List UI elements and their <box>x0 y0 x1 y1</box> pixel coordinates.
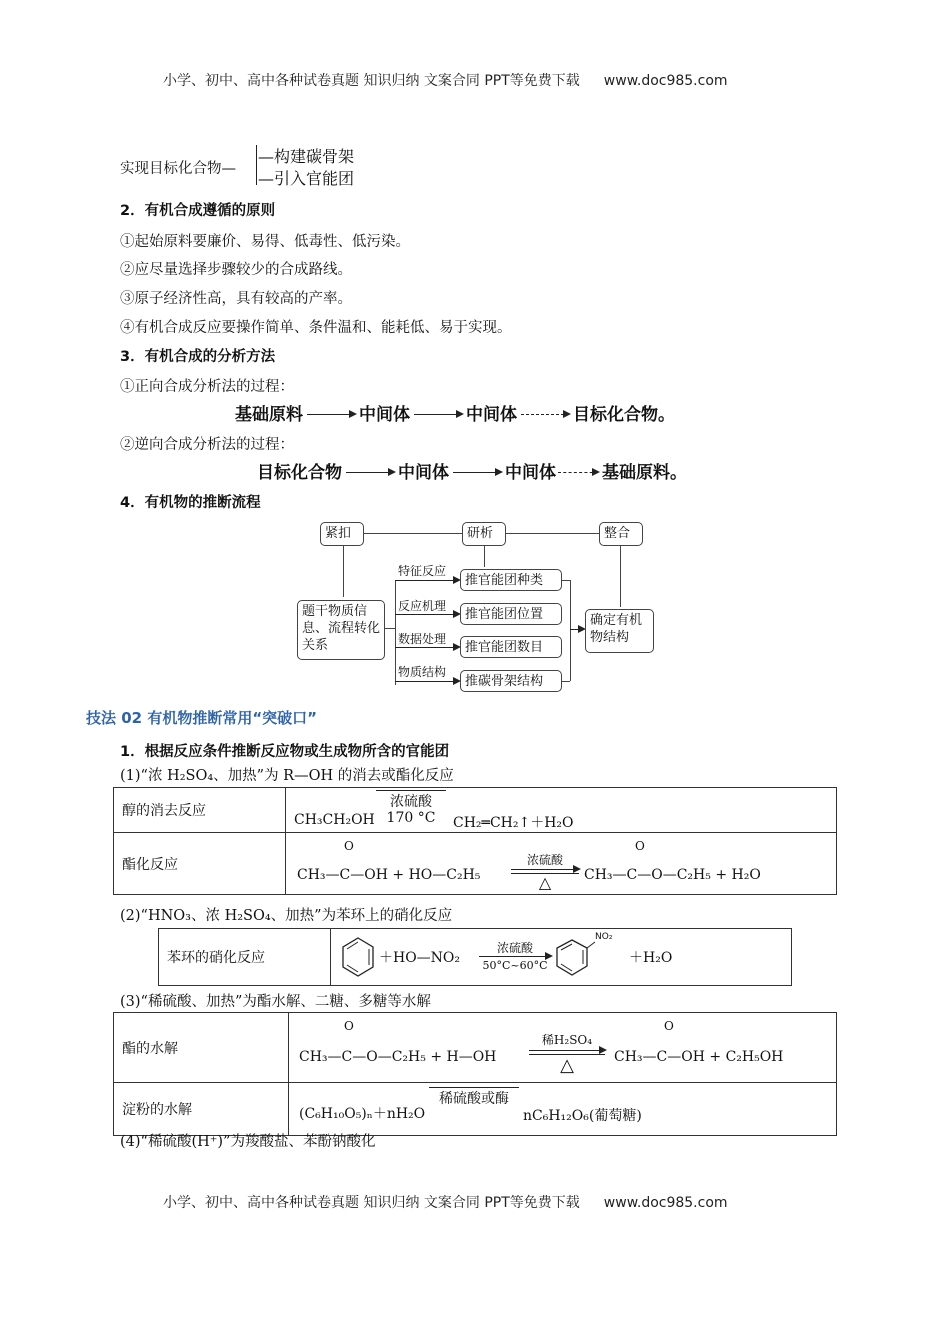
product: nC₆H₁₂O₆(葡萄糖) <box>523 1108 642 1124</box>
flow-box-mid: 推官能团位置 <box>460 603 562 625</box>
footer-text: 小学、初中、高中各种试卷真题 知识归纳 文案合同 PPT等免费下载 <box>163 1195 580 1211</box>
target-item: —构建碳骨架 <box>258 147 355 166</box>
section-title: 3．有机合成的分析方法 <box>120 349 276 365</box>
condition-text: (1)“浓 H₂SO₄、加热”为 R—OH 的消去或酯化反应 <box>120 768 454 784</box>
list-item: ②逆向合成分析法的过程： <box>120 437 294 453</box>
product: CH₂═CH₂↑＋H₂O <box>453 815 574 831</box>
reactant: CH₃—C—O—C₂H₅ + H—OH <box>299 1049 497 1065</box>
flow-label: 反应机理 <box>398 599 447 613</box>
header-text: 小学、初中、高中各种试卷真题 知识归纳 文案合同 PPT等免费下载 <box>163 73 580 89</box>
reverse-flow <box>257 458 687 483</box>
condition-bottom: 50°C~60°C <box>482 959 548 972</box>
condition-top: 浓硫酸 <box>526 853 563 867</box>
flow-box-top: 整合 <box>599 522 643 546</box>
flow-box-mid: 推官能团数目 <box>460 636 562 658</box>
footer-url: www.doc985.com <box>603 1195 728 1211</box>
reaction-name: 苯环的硝化反应 <box>159 929 331 986</box>
reaction-table-2 <box>158 928 792 986</box>
page-header <box>163 70 728 90</box>
reaction-name: 醇的消去反应 <box>114 788 286 833</box>
carbonyl-o: O <box>635 839 645 853</box>
condition-bottom: △ <box>538 873 552 892</box>
condition-text: (3)“稀硫酸、加热”为酯水解、二糖、多糖等水解 <box>120 994 431 1010</box>
flow-step: 中间体 <box>466 405 517 425</box>
flow-box-left: 题干物质信息、流程转化关系 <box>297 600 385 660</box>
nitrobenzene-icon <box>555 936 603 978</box>
method-heading: 技法 02 有机物推断常用“突破口” <box>86 709 318 727</box>
flow-label: 特征反应 <box>398 564 447 578</box>
page-footer <box>163 1192 728 1212</box>
flow-label: 物质结构 <box>398 665 447 679</box>
header-url: www.doc985.com <box>603 73 728 89</box>
condition-text: (2)“HNO₃、浓 H₂SO₄、加热”为苯环上的硝化反应 <box>120 908 453 924</box>
flow-step: 中间体 <box>398 463 449 483</box>
flow-step: 目标化合物。 <box>573 405 675 425</box>
reaction-name: 酯的水解 <box>114 1013 289 1083</box>
reaction-table-1 <box>113 787 837 895</box>
list-item: ④有机合成反应要操作简单、条件温和、能耗低、易于实现。 <box>120 320 512 336</box>
condition-bottom: △ <box>560 1055 574 1076</box>
reactant: CH₃CH₂OH <box>294 812 375 828</box>
section-title: 2．有机合成遵循的原则 <box>120 203 276 219</box>
flow-label: 数据处理 <box>398 632 447 646</box>
reactant: (C₆H₁₀O₅)ₙ＋nH₂O <box>299 1106 426 1122</box>
section-title: 4．有机物的推断流程 <box>120 495 261 511</box>
flow-step: 基础原料。 <box>602 463 687 483</box>
condition-top: 浓硫酸 <box>376 790 446 811</box>
list-item: ③原子经济性高，具有较高的产率。 <box>120 291 352 307</box>
flow-step: 中间体 <box>359 405 410 425</box>
carbonyl-o: O <box>344 1019 354 1033</box>
condition-text: (4)“稀硫酸(H⁺)”为羧酸盐、苯酚钠酸化 <box>120 1134 376 1150</box>
substituent: NO₂ <box>595 932 613 942</box>
product: CH₃—C—O—C₂H₅ + H₂O <box>584 867 761 883</box>
target-item: —引入官能团 <box>258 169 355 188</box>
list-item: ②应尽量选择步骤较少的合成路线。 <box>120 262 352 278</box>
carbonyl-o: O <box>664 1019 674 1033</box>
flow-box-top: 研析 <box>462 522 506 546</box>
product: CH₃—C—OH + C₂H₅OH <box>614 1049 784 1065</box>
reaction-table-3 <box>113 1012 837 1136</box>
flow-step: 基础原料 <box>235 405 303 425</box>
condition-top: 浓硫酸 <box>496 941 533 955</box>
flow-box-top: 紧扣 <box>320 522 364 546</box>
benzene-ring-icon <box>341 936 375 978</box>
section-title: 1．根据反应条件推断反应物或生成物所含的官能团 <box>120 744 450 760</box>
reactant: CH₃—C—OH + HO—C₂H₅ <box>297 867 481 883</box>
list-item: ①正向合成分析法的过程： <box>120 379 294 395</box>
flow-step: 目标化合物 <box>257 463 342 483</box>
forward-flow <box>235 400 675 425</box>
reaction-name: 淀粉的水解 <box>114 1083 289 1136</box>
target-label: 实现目标化合物— <box>120 161 236 177</box>
reaction-name: 酯化反应 <box>114 833 286 895</box>
flow-step: 中间体 <box>505 463 556 483</box>
product: ＋H₂O <box>629 950 673 966</box>
list-item: ①起始原料要廉价、易得、低毒性、低污染。 <box>120 234 410 250</box>
flow-box-mid: 推官能团种类 <box>460 569 562 591</box>
condition-top: 稀硫酸或酶 <box>429 1087 519 1108</box>
condition-bottom: 170 °C <box>386 810 436 826</box>
carbonyl-o: O <box>344 839 354 853</box>
bracket <box>256 145 257 185</box>
reactant: ＋HO—NO₂ <box>379 950 461 966</box>
flow-box-right: 确定有机物结构 <box>585 609 654 653</box>
flow-box-mid: 推碳骨架结构 <box>460 670 562 692</box>
condition-top: 稀H₂SO₄ <box>541 1033 593 1047</box>
